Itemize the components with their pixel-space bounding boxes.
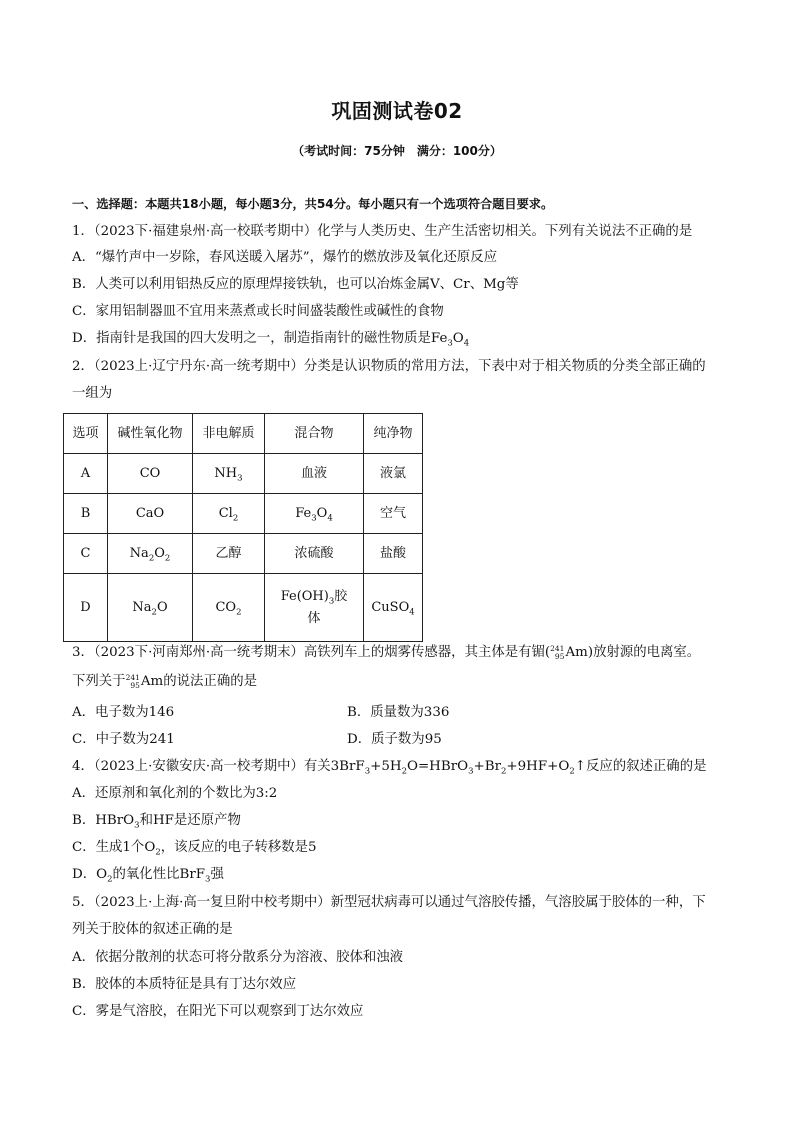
- q3-option-b: B．质量数为336: [347, 705, 450, 720]
- q3-option-d: D．质子数为95: [347, 732, 442, 747]
- q5-option-c: C．雾是气溶胶，在阳光下可以观察到丁达尔效应: [72, 1004, 364, 1019]
- q4-option-b: B．HBrO$_3$和HF是还原产物: [72, 813, 241, 831]
- q1-option-c: C．家用铝制器皿不宜用来蒸煮或长时间盛装酸性或碱性的食物: [72, 304, 444, 319]
- table-header: 碱性氧化物: [108, 414, 193, 454]
- q3-stem-cont: 下列关于 241 95 Am的说法正确的是: [72, 672, 257, 690]
- table-cell: $Na_2O$: [108, 574, 193, 642]
- table-cell: 液氯: [364, 454, 423, 494]
- table-cell: D: [64, 574, 108, 642]
- table-cell: $Fe(OH)_3$胶 体: [265, 574, 364, 642]
- q1-option-d: D．指南针是我国的四大发明之一，制造指南针的磁性物质是$Fe_3O_4$: [72, 331, 470, 349]
- q1-option-a: A．“爆竹声中一岁除，春风送暖入屠苏”，爆竹的燃放涉及氧化还原反应: [72, 250, 498, 265]
- table-cell: C: [64, 534, 108, 574]
- q3-option-c: C．中子数为241: [72, 732, 175, 747]
- q4-stem: 4．（2023上·安徽安庆·高一校考期中）有关$3BrF_3+5H_2O=HBrO_3+Br_2+9HF+O_2↑$反应的叙述正确的是: [72, 759, 707, 777]
- table-cell: $CO_2$: [193, 574, 265, 642]
- table-header: 混合物: [265, 414, 364, 454]
- table-header: 选项: [64, 414, 108, 454]
- table-cell: 盐酸: [364, 534, 423, 574]
- table-cell: CaO: [108, 494, 193, 534]
- table-header: 非电解质: [193, 414, 265, 454]
- classification-table: [63, 413, 423, 642]
- q4-option-a: A．还原剂和氧化剂的个数比为3:2: [72, 786, 278, 801]
- table-cell: 乙醇: [193, 534, 265, 574]
- table-cell: $Fe_3O_4$: [265, 494, 364, 534]
- q4-option-c: C．生成1个$O_2$，该反应的电子转移数是5: [72, 840, 317, 858]
- table-cell: $Na_2O_2$: [108, 534, 193, 574]
- table-header: 纯净物: [364, 414, 423, 454]
- table-cell: B: [64, 494, 108, 534]
- table-cell: $NH_3$: [193, 454, 265, 494]
- q5-option-b: B．胶体的本质特征是具有丁达尔效应: [72, 977, 297, 992]
- q2-stem-cont: 一组为: [72, 386, 113, 401]
- page-title: 巩固测试卷02: [331, 99, 463, 123]
- q5-stem: 5．（2023上·上海·高一复旦附中校考期中）新型冠状病毒可以通过气溶胶传播，气溶胶属于胶体的一种，下: [72, 895, 706, 910]
- q1-stem: 1．（2023下·福建泉州·高一校联考期中）化学与人类历史、生产生活密切相关。下列有关说法不正确的是: [72, 224, 693, 239]
- table-row: [64, 494, 423, 534]
- q4-option-d: D．$O_2$的氧化性比BrF$_3$强: [72, 867, 224, 885]
- table-cell: 浓硫酸: [265, 534, 364, 574]
- q3-option-a: A．电子数为146: [72, 705, 175, 720]
- q5-stem-cont: 列关于胶体的叙述正确的是: [72, 922, 233, 937]
- table-header-row: [64, 414, 423, 454]
- table-cell: CuSO$_4$: [364, 574, 423, 642]
- q5-option-a: A．依据分散剂的状态可将分散系分为溶液、胶体和浊液: [72, 950, 404, 965]
- table-row: [64, 534, 423, 574]
- q2-stem: 2．（2023上·辽宁丹东·高一统考期中）分类是认识物质的常用方法，下表中对于相关物质的分类全部正确的: [72, 359, 706, 374]
- table-cell: A: [64, 454, 108, 494]
- table-cell: CO: [108, 454, 193, 494]
- exam-info: （考试时间：75分钟 满分：100分）: [292, 144, 502, 158]
- q3-stem: 3．（2023下·河南郑州·高一统考期末）高铁列车上的烟雾传感器，其主体是有镅( 241 95 Am)放射源的电离室。: [72, 643, 701, 661]
- section-heading: 一、选择题：本题共18小题，每小题3分，共54分。每小题只有一个选项符合题目要求。: [72, 197, 554, 211]
- isotope-notation: 241 95: [550, 643, 565, 661]
- table-cell: $Cl_2$: [193, 494, 265, 534]
- table-cell: 血液: [265, 454, 364, 494]
- q1-option-b: B．人类可以利用铝热反应的原理焊接铁轨，也可以冶炼金属V、Cr、Mg等: [72, 277, 519, 292]
- isotope-notation: 241 95: [125, 672, 140, 690]
- table-row: [64, 454, 423, 494]
- table-row: [64, 574, 423, 642]
- table-cell: 空气: [364, 494, 423, 534]
